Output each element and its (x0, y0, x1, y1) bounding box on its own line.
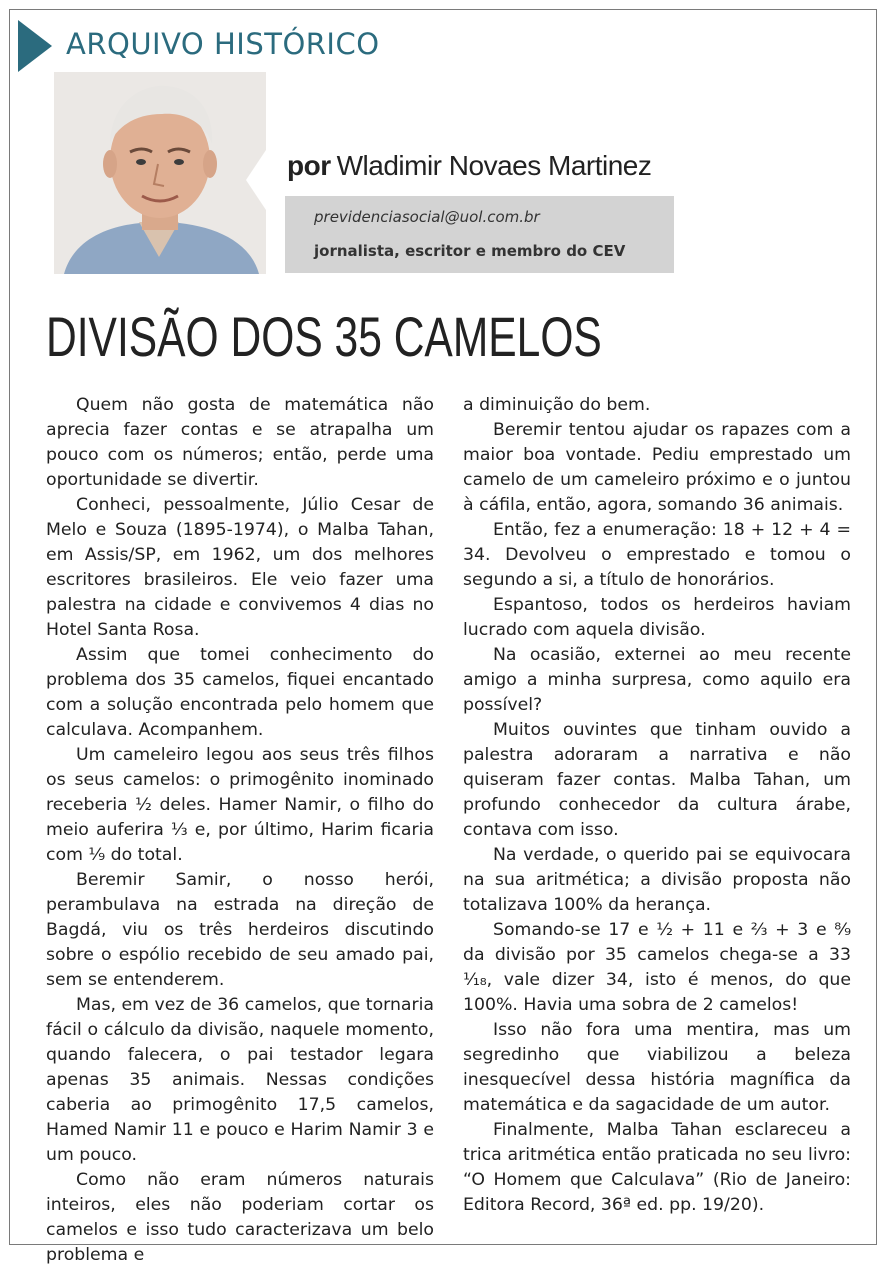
article-paragraph: Muitos ouvintes que tinham ouvido a palestra adoraram a narrativa e não quiseram fazer contas. Malba Tahan, um profundo conhecedor da cultura árabe, contava com isso. (463, 720, 851, 840)
article-paragraph-continuation: a diminuição do bem. (463, 395, 651, 415)
article-paragraph: Como não eram números naturais inteiros, eles não poderiam cortar os camelos e isso tudo caracterizava um belo problema e (46, 1170, 434, 1265)
article-paragraph: Na ocasião, externei ao meu recente amigo a minha surpresa, como aquilo era possível? (463, 645, 851, 715)
author-byline (287, 150, 651, 182)
article-paragraph: Isso não fora uma mentira, mas um segredinho que viabilizou a beleza inesquecível dessa história magnífica da matemática e da sagacidade de um autor. (463, 1020, 851, 1115)
author-photo (54, 72, 266, 274)
section-title: ARQUIVO HISTÓRICO (66, 27, 380, 61)
section-arrow-icon (18, 20, 52, 72)
article-paragraph: Então, fez a enumeração: 18 + 12 + 4 = 34. Devolveu o emprestado e tomou o segundo a si, a título de honorários. (463, 520, 851, 590)
author-name: Wladimir Novaes Martinez (336, 150, 652, 181)
article-headline: DIVISÃO DOS 35 CAMELOS (46, 305, 602, 368)
article-column-left (46, 393, 434, 1268)
article-paragraph: Na verdade, o querido pai se equivocara na sua aritmética; a divisão proposta não totalizava 100% da herança. (463, 845, 851, 915)
article-paragraph: Quem não gosta de matemática não aprecia fazer contas e se atrapalha um pouco com os números; então, perde uma oportunidade se divertir. (46, 395, 434, 490)
photo-notch (246, 150, 266, 210)
author-role: jornalista, escritor e membro do CEV (314, 242, 626, 260)
article-column-right (463, 393, 851, 1218)
byline-prefix: por (287, 150, 331, 181)
article-paragraph: Espantoso, todos os herdeiros haviam lucrado com aquela divisão. (463, 595, 851, 640)
article-paragraph: Um cameleiro legou aos seus três filhos os seus camelos: o primogênito inominado receberia ½ deles. Hamer Namir, o filho do meio auferira ⅓ e, por último, Harim ficaria com ⅑ do total. (46, 745, 434, 865)
article-paragraph: Beremir tentou ajudar os rapazes com a maior boa vontade. Pediu emprestado um camelo de um cameleiro próximo e o juntou à cáfila, então, agora, somando 36 animais. (463, 420, 851, 515)
article-paragraph: Finalmente, Malba Tahan esclareceu a trica aritmética então praticada no seu livro: “O Homem que Calculava” (Rio de Janeiro: Editora Record, 36ª ed. pp. 19/20). (463, 1120, 851, 1215)
article-paragraph: Conheci, pessoalmente, Júlio Cesar de Melo e Souza (1895-1974), o Malba Tahan, em Assis/SP, em 1962, um dos melhores escritores brasileiros. Ele veio fazer uma palestra na cidade e convivemos 4 dias no Hotel Santa Rosa. (46, 495, 434, 640)
article-paragraph: Assim que tomei conhecimento do problema dos 35 camelos, fiquei encantado com a solução encontrada pelo homem que calculava. Acompanhem. (46, 645, 434, 740)
article-paragraph: Beremir Samir, o nosso herói, perambulava na estrada na direção de Bagdá, viu os três herdeiros discutindo sobre o espólio recebido de seu amado pai, sem se entenderem. (46, 870, 434, 990)
author-email[interactable]: previdenciasocial@uol.com.br (314, 208, 540, 226)
author-info-box (285, 196, 674, 273)
article-paragraph: Mas, em vez de 36 camelos, que tornaria fácil o cálculo da divisão, naquele momento, quando falecera, o pai testador legara apenas 35 animais. Nessas condições caberia ao primogênito 17,5 camelos, Hamed Namir 11 e pouco e Harim Namir 3 e um pouco. (46, 995, 434, 1165)
article-paragraph: Somando-se 17 e ½ + 11 e ⅔ + 3 e ⁸⁄₉ da divisão por 35 camelos chega-se a 33 ¹⁄₁₈, vale dizer 34, isto é menos, do que 100%. Havia uma sobra de 2 camelos! (463, 920, 851, 1015)
author-portrait-illustration (54, 72, 266, 274)
